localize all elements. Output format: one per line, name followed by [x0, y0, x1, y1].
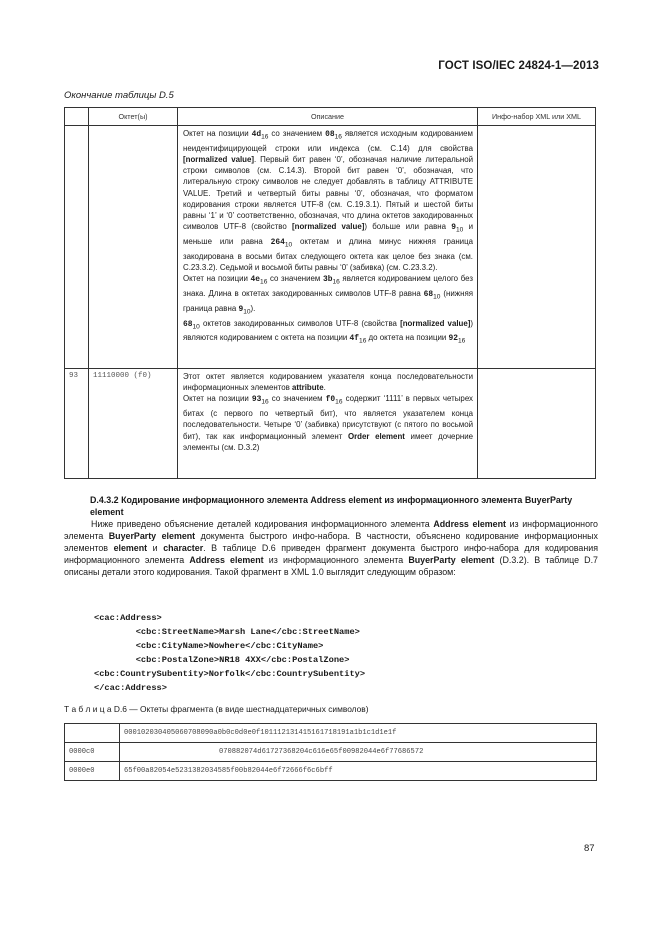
table-d5: [64, 107, 596, 479]
code-line: <cbc:PostalZone>NR18 4XX</cbc:PostalZone>: [94, 655, 350, 665]
xml-code-block: [94, 611, 365, 695]
header-description: Описание: [178, 108, 478, 126]
cell-description: [178, 126, 478, 369]
table-row: [65, 724, 597, 743]
header-octets: Октет(ы): [89, 108, 178, 126]
code-line: <cbc:CountrySubentity>Norfolk</cbc:CountrySubentity>: [94, 669, 366, 679]
cell-infoset: [478, 369, 596, 479]
table-row: [65, 126, 596, 369]
header-infoset: Инфо-набор XML или XML: [478, 108, 596, 126]
page-number: 87: [584, 843, 595, 854]
cell-offset: [65, 724, 120, 743]
cell-hex: 65f00a82054e5231382034585f00b82044e6f72666f6c6bff: [120, 762, 597, 781]
table-header-row: [65, 108, 596, 126]
cell-num: 93: [65, 369, 89, 479]
description-paragraph: Октет на позиции $93_{16}$ со значением $f0_{16}$ содержит ‘1111’ в первых четырех битах (с первого по четвертый бит), что является указателем конца последовательности. Четыре ‘0’ (забивка) присутствуют (с пятого по восьмой бит), так как информационный элемент Order element имеет дочерние элементы (см. D.3.2): [183, 394, 473, 452]
body-paragraph: Ниже приведено объяснение деталей кодирования информационного элемента Address element из информационного элемента BuyerParty element документа быстрого инфо-набора. В частности, объяснено кодирование информационных элементов element и character. В таблице D.6 приведен фрагмент документа быстрого инфо-набора для кодирования информационного элемента Address element из информационного элемента BuyerParty element (D.3.2). В таблице D.7 описаны детали этого кодирования. Такой фрагмент в XML 1.0 выглядит следующим образом:: [64, 519, 599, 578]
table-row: [65, 762, 597, 781]
cell-num: [65, 126, 89, 369]
cell-octets: [89, 126, 178, 369]
cell-offset: 0000e0: [65, 762, 120, 781]
code-line: <cac:Address>: [94, 613, 162, 623]
cell-offset: 0000c0: [65, 743, 120, 762]
header-num: [65, 108, 89, 126]
description-paragraph: $68_{10}$ октетов закодированных символов UTF-8 (свойства [normalized value]) являются кодированием с октета на позиции $4f_{16}$ до октета на позиции $92_{16}$: [183, 318, 473, 345]
table-d6: [64, 723, 597, 781]
cell-hex-header: 000102030405060708090a0b0c0d0e0f101112131415161718191a1b1c1d1e1f: [120, 724, 597, 743]
cell-hex: 070882074d61727368204c616e65f00982044e6f77686572: [120, 743, 597, 762]
description-paragraph: Октет на позиции $4d_{16}$ со значением $08_{16}$ является исходным кодированием неидентифицирующей строки или индекса (см. С.14) для свойства [normalized value]. Первый бит равен ‘0’, обозначая наличие литеральной строки символов (см. С.14.3). Второй бит равен ‘0’, обозначая, что литеральную строку символов не следует добавлять в таблицу ATTRIBUTE VALUE. Третий и четвертый биты равны ‘0’, обозначая, что форматом кодирования строки является UTF-8 (см. С.19.3.1). Пятый и шестой биты равны ‘1’ и ‘0’ соответственно, обозначая, что длина октетов закодированных символов UTF-8 (свойство [normalized value]) больше или равна $9_{10}$ и меньше или равна $264_{10}$ октетам и длина минус нижняя граница закодирована в восьми битах следующего октета как целое без знака (см. С.23.3.2). Седьмой и восьмой биты равны ‘0’ (забивка) (см. С.23.3.2).: [183, 129, 474, 272]
table-continuation-label: Окончание таблицы D.5: [64, 90, 174, 101]
description-paragraph: Октет на позиции $4e_{16}$ со значением $3b_{16}$ является кодированием целого без знака. Длина в октетах закодированных символов UTF-8 равна $68_{10}$ (нижняя граница равна $9_{10}$).: [183, 274, 473, 316]
cell-infoset: [478, 126, 596, 369]
code-line: <cbc:StreetName>Marsh Lane</cbc:StreetName>: [94, 627, 360, 637]
section-title: D.4.3.2 Кодирование информационного элемента Address element из информационного элемента BuyerParty element: [90, 495, 573, 517]
table-row: [65, 743, 597, 762]
description-paragraph: Этот октет является кодированием указателя конца последовательности информационных элементов attribute.: [183, 372, 473, 393]
code-line: <cbc:CityName>Nowhere</cbc:CityName>: [94, 641, 324, 651]
table-d6-caption: Т а б л и ц а D.6 — Октеты фрагмента (в виде шестнадцатеричных символов): [64, 704, 369, 714]
cell-octets: 11110000 (f0): [89, 369, 178, 479]
code-line: </cac:Address>: [94, 683, 167, 693]
cell-description: [178, 369, 478, 479]
table-row: [65, 369, 596, 479]
document-header: ГОСТ ISO/IEC 24824-1—2013: [438, 60, 599, 72]
